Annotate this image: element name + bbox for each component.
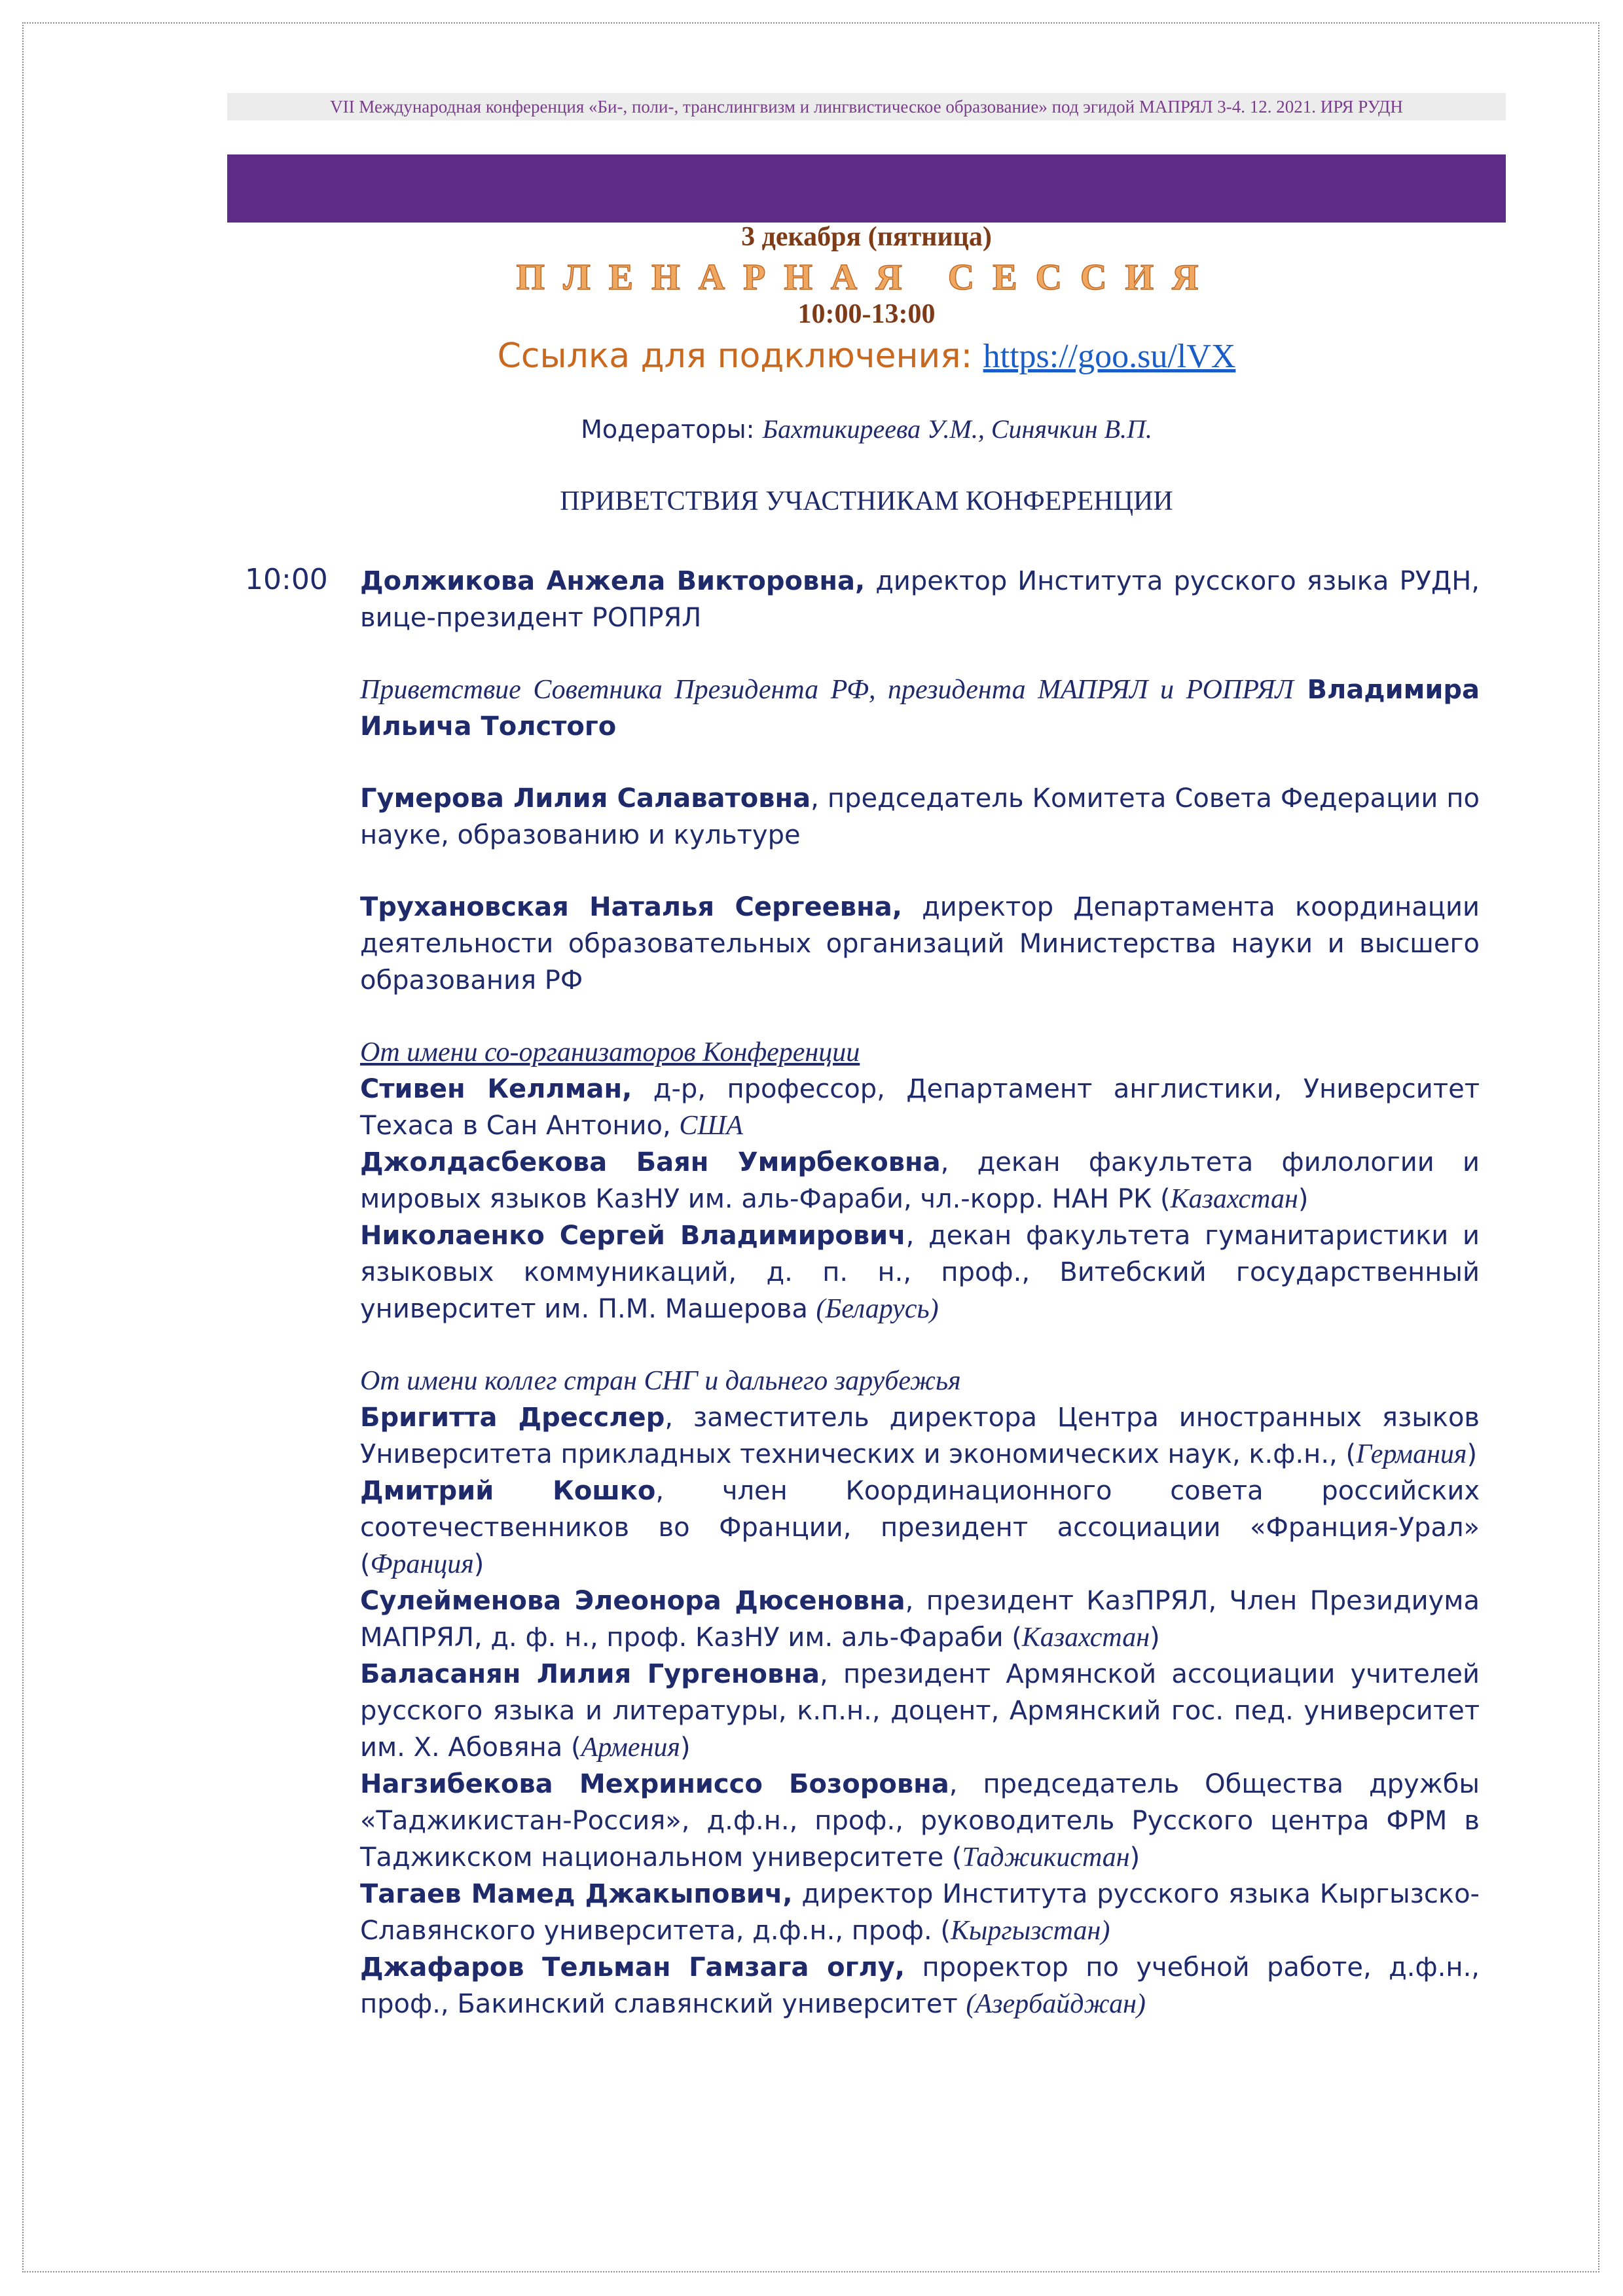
tolstoy-intro: Приветствие Советника Президента РФ, президента МАПРЯЛ и РОПРЯЛ <box>360 675 1294 705</box>
speaker-entry <box>360 1399 1480 1473</box>
speaker-tail: ) <box>680 1732 691 1763</box>
speaker-entry <box>360 1656 1480 1766</box>
connection-link[interactable]: https://goo.su/lVX <box>983 338 1236 375</box>
speaker-name: Тагаев Мамед Джакыпович, <box>360 1879 793 1909</box>
speaker-name: Дмитрий Кошко <box>360 1476 656 1506</box>
speaker-role: , член Координационного совета российских соотечественников во Франции, президент ассоциации «Франция-Урал» ( <box>360 1476 1480 1579</box>
speaker-tail: ) <box>1298 1184 1309 1214</box>
speaker-entry <box>360 1473 1480 1583</box>
speaker-tail: ) <box>1129 1842 1140 1873</box>
speaker-country: Казахстан <box>1021 1623 1150 1653</box>
speaker-country: (Азербайджан) <box>966 1989 1146 2019</box>
speaker-name: Сулейменова Элеонора Дюсеновна <box>360 1586 905 1616</box>
speaker-name: Стивен Келлман, <box>360 1074 632 1104</box>
speaker-role: проректор по учебной работе, д.ф.н., проф., Бакинский славянский университет <box>360 1952 1480 2019</box>
speaker-entry <box>360 1217 1480 1327</box>
speaker-role: директор Института русского языка РУДН, вице-президент РОПРЯЛ <box>360 566 1480 633</box>
speaker-country: США <box>679 1111 743 1141</box>
speaker-country: Казахстан <box>1170 1184 1298 1214</box>
speaker-role: , президент Армянской ассоциации учителей русского языка и литературы, к.п.н., доцент, Армянский гос. пед. университет им. Х. Абовяна ( <box>360 1659 1480 1763</box>
speaker-country: Таджикистан <box>962 1842 1130 1873</box>
conference-header: VII Международная конференция «Би-, поли-, транслингвизм и лингвистическое образование» под эгидой МАПРЯЛ 3-4. 12. 2021. ИРЯ РУДН <box>227 93 1506 120</box>
speaker-entry <box>360 889 1480 999</box>
program-content <box>360 563 1480 2022</box>
speaker-country: Германия <box>1356 1439 1467 1469</box>
speaker-country: Франция <box>370 1549 474 1579</box>
session-time: 10:00-13:00 <box>797 299 936 329</box>
speaker-role: директор Департамента координации деятельности образовательных организаций Министерства науки и высшего образования РФ <box>360 892 1480 996</box>
speaker-role: , декан факультета гуманитаристики и языковых коммуникаций, д. п. н., проф., Витебский государственный университет им. П.М. Машерова <box>360 1221 1480 1324</box>
session-date: 3 декабря (пятница) <box>741 222 992 252</box>
speaker-role: , президент КазПРЯЛ, Член Президиума МАПРЯЛ, д. ф. н., проф. КазНУ им. аль-Фараби ( <box>360 1586 1480 1653</box>
speaker-entry <box>360 1766 1480 1876</box>
cis-heading: От имени коллег стран СНГ и дальнего зарубежья <box>360 1366 961 1396</box>
speaker-country: (Беларусь) <box>816 1294 939 1324</box>
speaker-tail: ) <box>1150 1623 1160 1653</box>
header-banner <box>227 154 1506 223</box>
program-time: 10:00 <box>245 563 328 596</box>
speaker-role: , председатель Общества дружбы «Таджикистан-Россия», д.ф.н., проф., руководитель Русского центра ФРМ в Таджикском национальном университете ( <box>360 1769 1480 1873</box>
connection-link-line <box>227 336 1506 376</box>
speaker-entry <box>360 780 1480 853</box>
greeting-title: ПРИВЕТСТВИЯ УЧАСТНИКАМ КОНФЕРЕНЦИИ <box>560 486 1173 516</box>
speaker-country: Кыргызстан) <box>951 1916 1110 1946</box>
coorganizers-heading: От имени со-организаторов Конференции <box>360 1037 860 1067</box>
speaker-tail: ) <box>473 1549 484 1579</box>
speaker-name: Бригитта Дресслер <box>360 1403 665 1433</box>
speaker-role: директор Института русского языка Кыргызско-Славянского университета, д.ф.н., проф. ( <box>360 1879 1480 1946</box>
speaker-role: , декан факультета филологии и мировых языков КазНУ им. аль-Фараби, чл.-корр. НАН РК ( <box>360 1147 1480 1214</box>
speaker-name: Должикова Анжела Викторовна, <box>360 566 866 596</box>
speaker-name: Гумерова Лилия Салаватовна <box>360 783 811 814</box>
speaker-tail: ) <box>1467 1439 1478 1469</box>
speaker-name: Нагзибекова Мехриниссо Бозоровна <box>360 1769 949 1799</box>
speaker-name: Баласанян Лилия Гургеновна <box>360 1659 820 1689</box>
session-title: ПЛЕНАРНАЯ СЕССИЯ <box>516 257 1217 298</box>
speaker-role: , председатель Комитета Совета Федерации по науке, образованию и культуре <box>360 783 1480 850</box>
speaker-name: Николаенко Сергей Владимирович <box>360 1221 906 1251</box>
speaker-entry <box>360 1071 1480 1144</box>
moderators-names: Бахтикиреева У.М., Синячкин В.П. <box>762 414 1152 444</box>
speaker-name: Трухановская Наталья Сергеевна, <box>360 892 902 922</box>
speaker-entry <box>360 1144 1480 1217</box>
moderators-line <box>227 414 1506 444</box>
speaker-role: , заместитель директора Центра иностранных языков Университета прикладных технических и экономических наук, к.ф.н., ( <box>360 1403 1480 1469</box>
link-label: Ссылка для подключения: <box>497 336 983 376</box>
speaker-entry <box>360 1583 1480 1656</box>
moderators-label: Модераторы: <box>581 415 763 444</box>
speaker-name: Джафаров Тельман Гамзага оглу, <box>360 1952 905 1982</box>
speaker-name: Джолдасбекова Баян Умирбековна <box>360 1147 941 1177</box>
speaker-entry <box>360 1876 1480 1949</box>
speaker-entry <box>360 1949 1480 2022</box>
speaker-country: Армения <box>581 1732 680 1763</box>
tolstoy-name: Владимира Ильича Толстого <box>360 675 1480 742</box>
speaker-role: д-р, профессор, Департамент англистики, Университет Техаса в Сан Антонио, <box>360 1074 1480 1141</box>
tolstoy-entry <box>360 672 1480 745</box>
speaker-entry <box>360 563 1480 636</box>
